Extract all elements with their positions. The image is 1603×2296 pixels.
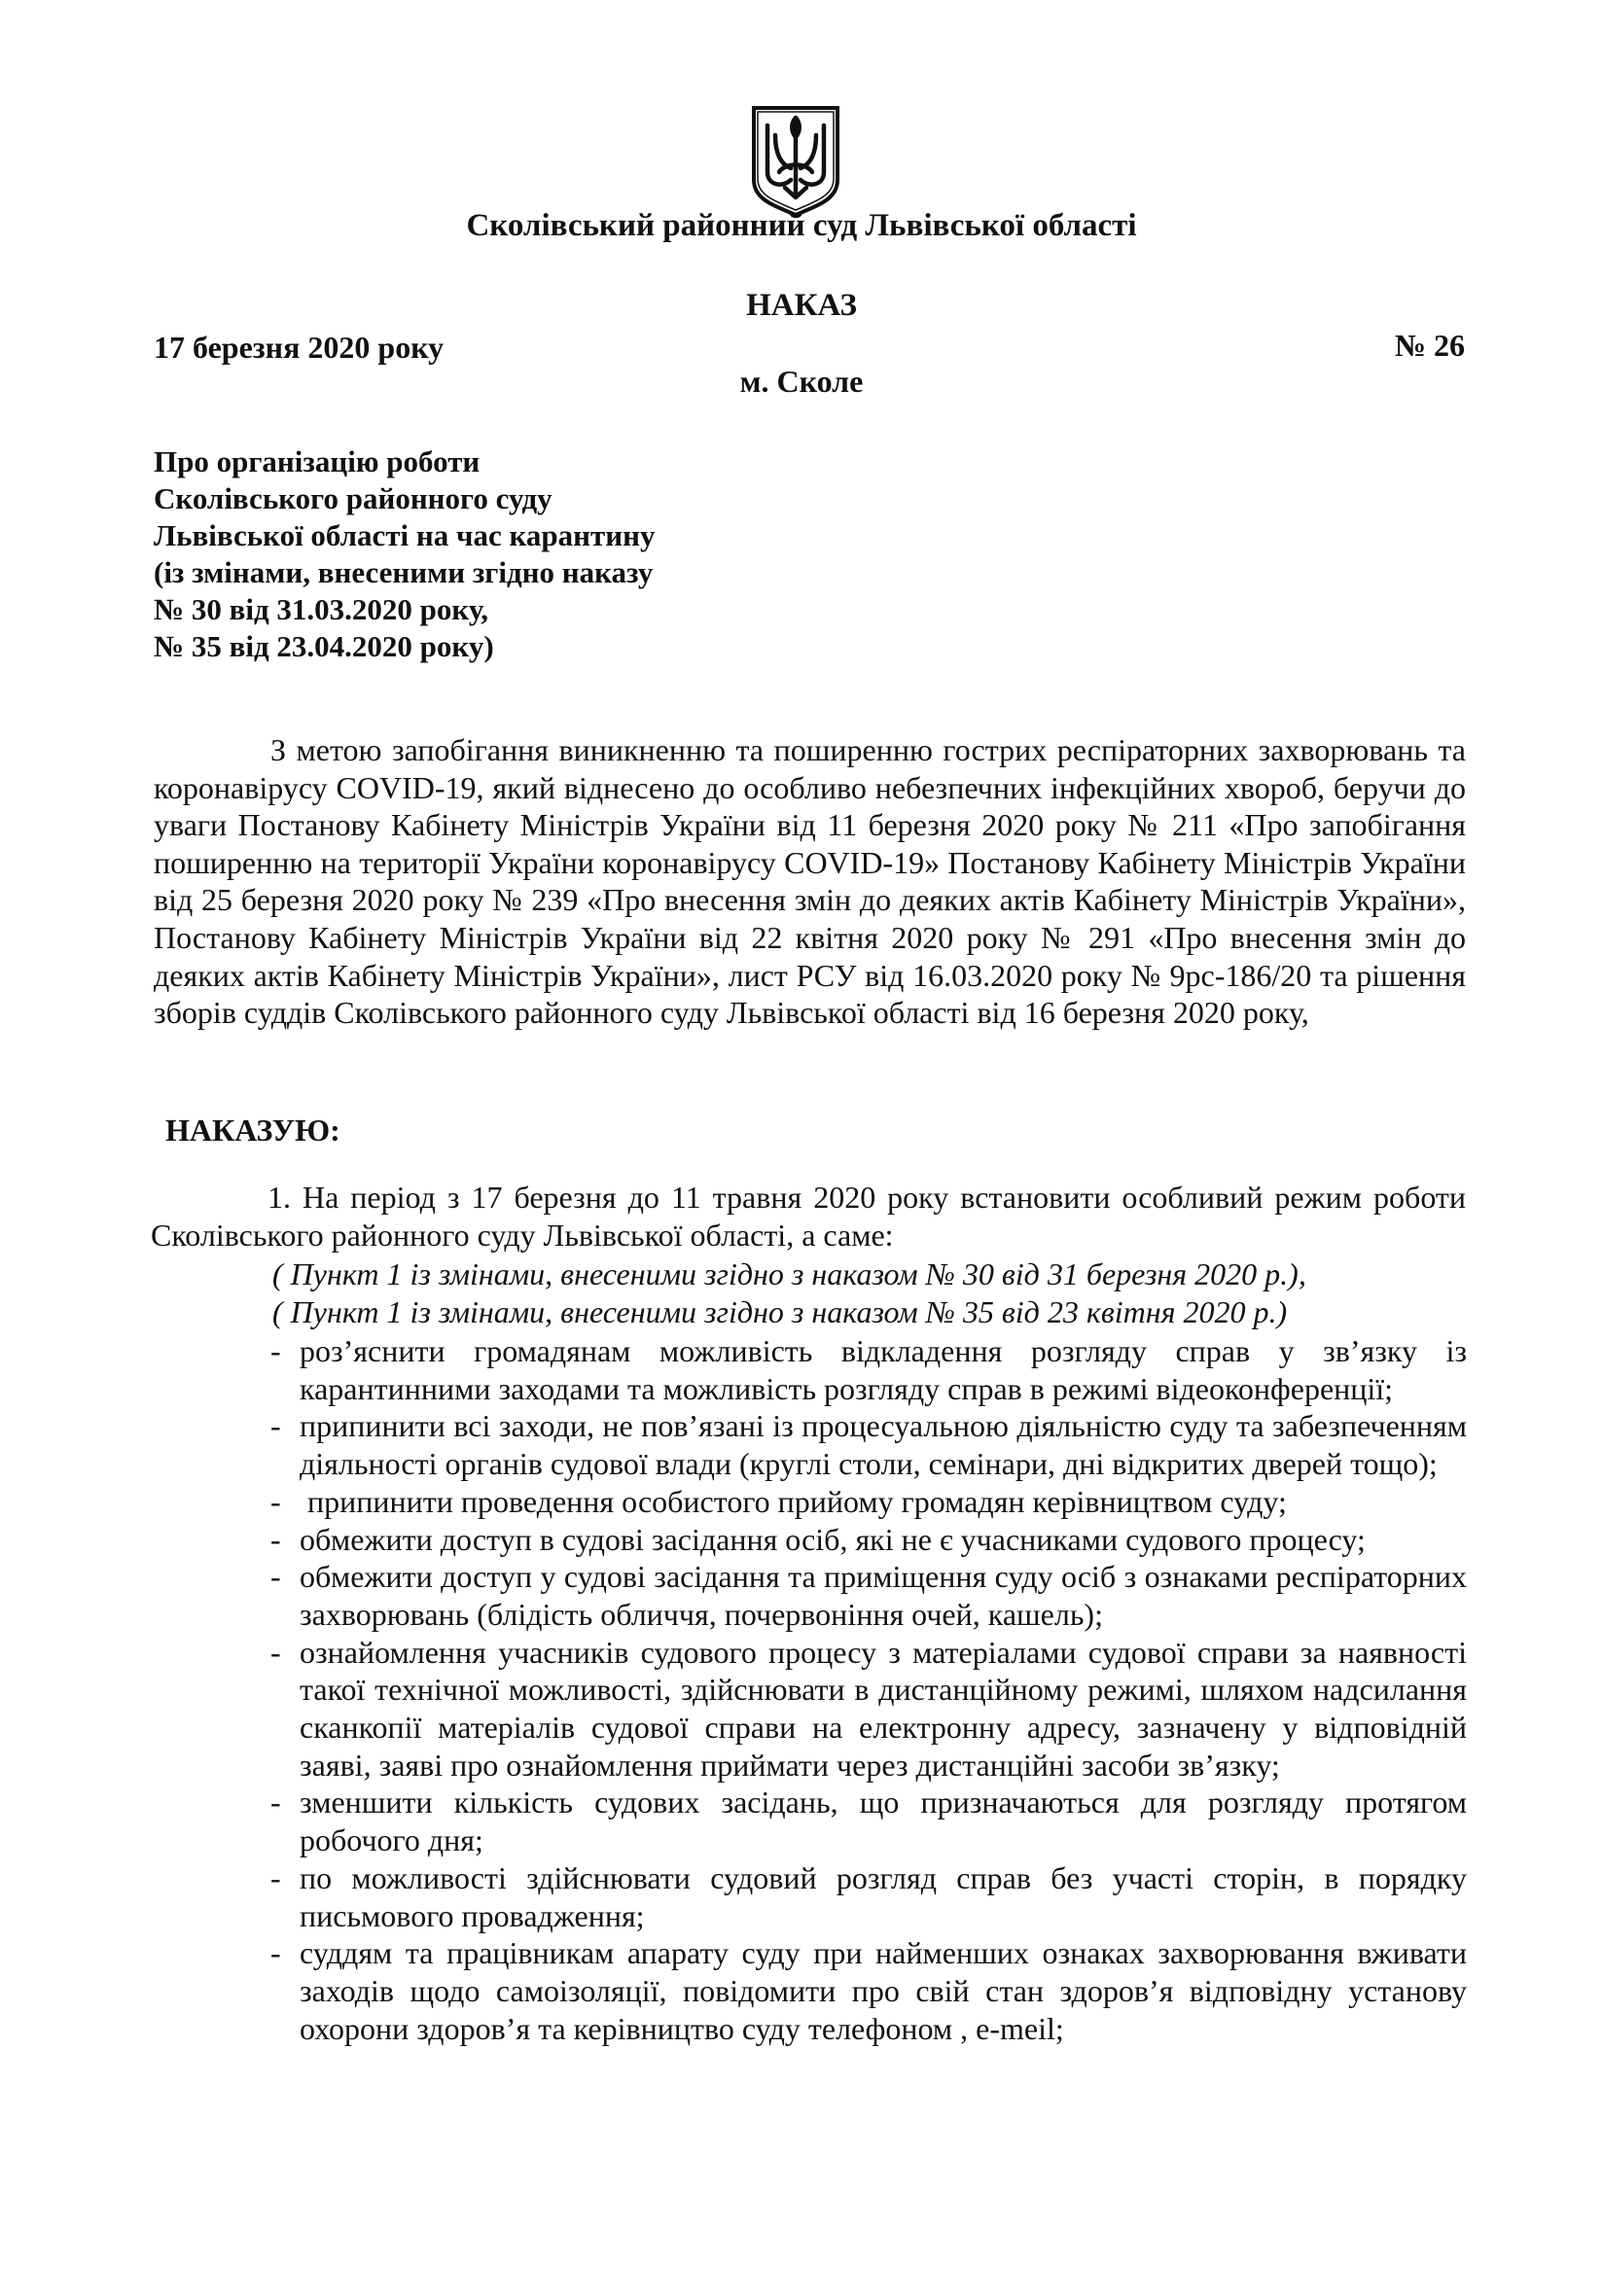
document-city: м. Сколе — [739, 364, 864, 399]
list-dash: - — [270, 1634, 281, 1670]
point-1-text: 1. На період з 17 березня до 11 травня 2020 року встановити особливий режим роботи Сколівського районного суду Львівської області, а саме: — [151, 1180, 1466, 1253]
subject-line: Сколівського районного суду — [154, 481, 552, 515]
list-item — [270, 1332, 1467, 1407]
list-item — [270, 1634, 1467, 1784]
list-item-text: ознайомлення учасників судового процесу з матеріалами судової справи за наявності такої технічної можливості, здійснювати в дистанційному режимі, шляхом надсилання сканкопії матеріалів судової справи на електронну адресу, зазначену у відповідній заяві, заяві про ознайомлення приймати через дистанційні засоби зв’язку; — [300, 1634, 1467, 1783]
amendment-note: ( Пункт 1 із змінами, внесеними згідно з наказом № 35 від 23 квітня 2020 р.) — [272, 1294, 1288, 1329]
list-item — [270, 1784, 1467, 1858]
list-item-text: припинити проведення особистого прийому громадян керівництвом суду; — [307, 1483, 1287, 1519]
list-dash: - — [270, 1935, 281, 1971]
preamble-paragraph: З метою запобігання виникненню та поширенню гострих респіраторних захворювань та коронавірусу COVID-19, який віднесено до особливо небезпечних інфекційних хвороб, беручи до уваги Постанову Кабінету Міністрів України від 11 березня 2020 року № 211 «Про запобігання поширенню на території України коронавірусу COVID-19» Постанову Кабінету Міністрів України від 25 березня 2020 року № 239 «Про внесення змін до деяких актів Кабінету Міністрів України», Постанову Кабінету Міністрів України від 22 квітня 2020 року № 291 «Про внесення змін до деяких актів Кабінету Міністрів України», лист РСУ від 16.03.2020 року № 9рс-186/20 та рішення зборів суддів Сколівського районного суду Львівської області від 16 березня 2020 року, — [154, 732, 1466, 1031]
document-type: НАКАЗ — [746, 288, 857, 323]
document-date: 17 березня 2020 року — [154, 330, 445, 365]
list-item-text: по можливості здійснювати судовий розгляд справ без участі сторін, в порядку письмового провадження; — [300, 1859, 1467, 1933]
list-item — [270, 1521, 1467, 1559]
list-item — [270, 1558, 1467, 1633]
list-item-text: обмежити доступ в судові засідання осіб, які не є учасниками судового процесу; — [300, 1521, 1366, 1557]
list-dash: - — [270, 1859, 281, 1895]
list-item-text: суддям та працівникам апарату суду при найменших ознаках захворювання вживати заходів щодо самоізоляції, повідомити про свій стан здоров’я відповідну установу охорони здоров’я та керівництво суду телефоном , e-meil; — [300, 1935, 1467, 2046]
list-item — [270, 1934, 1467, 2047]
list-dash: - — [270, 1521, 281, 1557]
list-item — [270, 1859, 1467, 1934]
order-subject — [154, 443, 655, 665]
list-dash: - — [270, 1408, 281, 1444]
list-dash: - — [270, 1559, 281, 1595]
list-dash: - — [270, 1333, 281, 1368]
document-number: № 26 — [1394, 328, 1465, 363]
subject-line: (із змінами, внесеними згідно наказу — [154, 555, 654, 589]
list-item-text: зменшити кількість судових засідань, що призначаються для розгляду протягом робочого дня; — [300, 1784, 1467, 1858]
list-dash: - — [270, 1483, 281, 1519]
list-item — [270, 1407, 1467, 1482]
list-dash: - — [270, 1784, 281, 1820]
amendment-note: ( Пункт 1 із змінами, внесеними згідно з наказом № 30 від 31 березня 2020 р.), — [272, 1256, 1306, 1291]
subject-line: № 35 від 23.04.2020 року) — [154, 629, 494, 663]
coat-of-arms-icon — [750, 104, 841, 217]
list-item-text: припинити всі заходи, не пов’язані із процесуальною діяльністю суду та забезпеченням діяльності органів судової влади (круглі столи, семінари, дні відкритих дверей тощо); — [300, 1408, 1467, 1482]
list-item-text: обмежити доступ у судові засідання та приміщення суду осіб з ознаками респіраторних захворювань (блідість обличчя, почервоніння очей, кашель); — [300, 1559, 1467, 1632]
measures-list — [270, 1332, 1467, 2047]
list-item — [270, 1483, 1467, 1521]
order-heading: НАКАЗУЮ: — [165, 1113, 340, 1148]
court-name: Сколівський районний суд Львівської області — [466, 208, 1137, 243]
subject-line: Львівської області на час карантину — [154, 518, 656, 552]
subject-line: Про організацію роботи — [154, 444, 481, 478]
list-item-text: роз’яснити громадянам можливість відкладення розгляду справ у зв’язку із карантинними заходами та можливість розгляду справ в режимі відеоконференції; — [300, 1333, 1467, 1406]
subject-line: № 30 від 31.03.2020 року, — [154, 592, 488, 626]
